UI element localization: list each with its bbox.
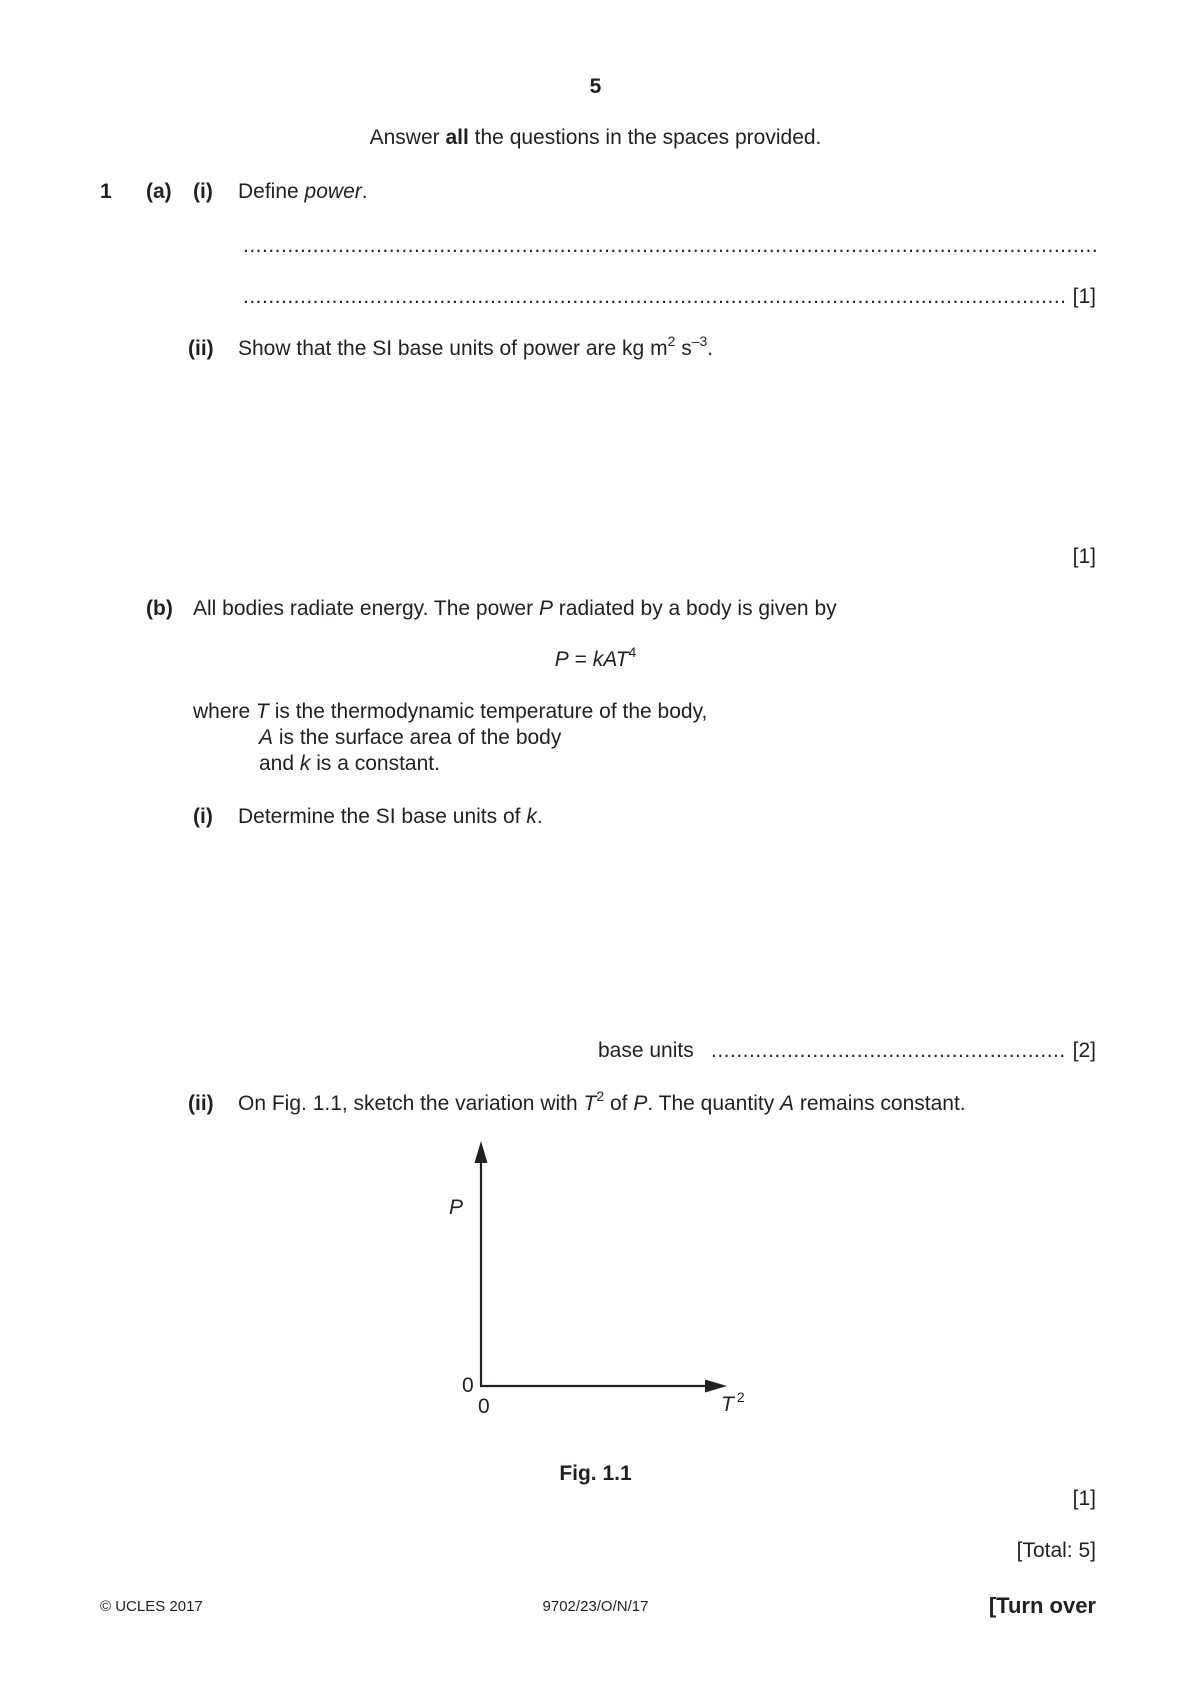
- part-b-i-mark: [2]: [1072, 1039, 1096, 1062]
- part-a-ii-prefix: Show that the SI base units of power are kg m: [238, 337, 668, 360]
- total-marks: [Total: 5]: [1016, 1539, 1096, 1562]
- x-axis-label: [721, 1389, 745, 1417]
- equation-lhs: P: [554, 648, 569, 671]
- part-a-ii-mid: s: [675, 337, 692, 360]
- where-3-var: k: [299, 752, 311, 775]
- part-b-intro-suffix: radiated by a body is given by: [552, 597, 837, 620]
- equation-eq: =: [568, 648, 593, 671]
- part-b-ii-var2: P: [633, 1092, 648, 1115]
- instruction-suffix: the questions in the spaces provided.: [468, 126, 822, 149]
- where-1-text: is the thermodynamic temperature of the body,: [268, 700, 708, 723]
- part-b-i-label: (i): [193, 805, 213, 828]
- part-a-i-italic: power: [304, 180, 362, 203]
- part-b-i-suffix: .: [536, 805, 543, 828]
- part-a-ii-exp1: 2: [667, 333, 676, 349]
- part-b-ii-prefix: On Fig. 1.1, sketch the variation with: [238, 1092, 584, 1115]
- part-a-ii-mark: [1]: [1072, 545, 1096, 568]
- equation-rhs: kAT: [592, 648, 629, 671]
- part-a-i-label: (i): [193, 180, 213, 203]
- x-axis-arrow-icon: [705, 1380, 727, 1393]
- paper-code: 9702/23/O/N/17: [542, 1598, 649, 1615]
- part-b-intro-var: P: [538, 597, 553, 620]
- part-b-label: (b): [146, 597, 173, 620]
- copyright: © UCLES 2017: [100, 1598, 203, 1615]
- x-axis-var: T: [721, 1393, 734, 1416]
- part-a-label: (a): [146, 180, 172, 203]
- where-1-var: T: [256, 700, 269, 723]
- figure-caption: Fig. 1.1: [559, 1462, 632, 1485]
- y-axis-label: P: [449, 1196, 464, 1219]
- part-a-i-mark: [1]: [1072, 285, 1096, 308]
- part-b-intro-prefix: All bodies radiate energy. The power: [193, 597, 539, 620]
- where-2-var: A: [259, 726, 274, 749]
- part-b-ii-label: (ii): [188, 1092, 214, 1115]
- origin-y-label: 0: [462, 1374, 474, 1397]
- where-2-text: is the surface area of the body: [273, 726, 562, 749]
- where-3-prefix: and: [259, 752, 300, 775]
- part-a-i-prefix: Define: [238, 180, 305, 203]
- part-b-ii-var3: A: [780, 1092, 795, 1115]
- where-1-prefix: where: [193, 700, 257, 723]
- page-number: 5: [589, 75, 602, 98]
- origin-x-label: 0: [478, 1395, 490, 1418]
- part-a-ii-exp2: –3: [691, 333, 708, 349]
- base-units-label: base units: [598, 1039, 694, 1062]
- part-b-i-prefix: Determine the SI base units of: [238, 805, 527, 828]
- where-3-text: is a constant.: [310, 752, 440, 775]
- part-a-i-suffix: .: [361, 180, 368, 203]
- part-b-ii-exp1: 2: [596, 1088, 605, 1104]
- part-b-ii-var1: T: [583, 1092, 597, 1115]
- part-a-ii-label: (ii): [188, 337, 214, 360]
- part-b-ii-mark: [1]: [1072, 1487, 1096, 1510]
- question-number: 1: [100, 180, 112, 203]
- part-b-ii-suffix: remains constant.: [794, 1092, 966, 1115]
- y-axis-arrow-icon: [475, 1141, 488, 1163]
- x-axis-exp: 2: [736, 1389, 745, 1405]
- instruction-bold: all: [445, 126, 469, 149]
- part-b-ii-mid2: . The quantity: [647, 1092, 781, 1115]
- part-a-ii-suffix: .: [707, 337, 714, 360]
- part-b-ii-mid: of: [604, 1092, 634, 1115]
- turn-over: [Turn over: [988, 1593, 1096, 1618]
- part-b-i-var: k: [526, 805, 537, 828]
- equation-exp: 4: [628, 644, 637, 660]
- instruction-prefix: Answer: [369, 126, 446, 149]
